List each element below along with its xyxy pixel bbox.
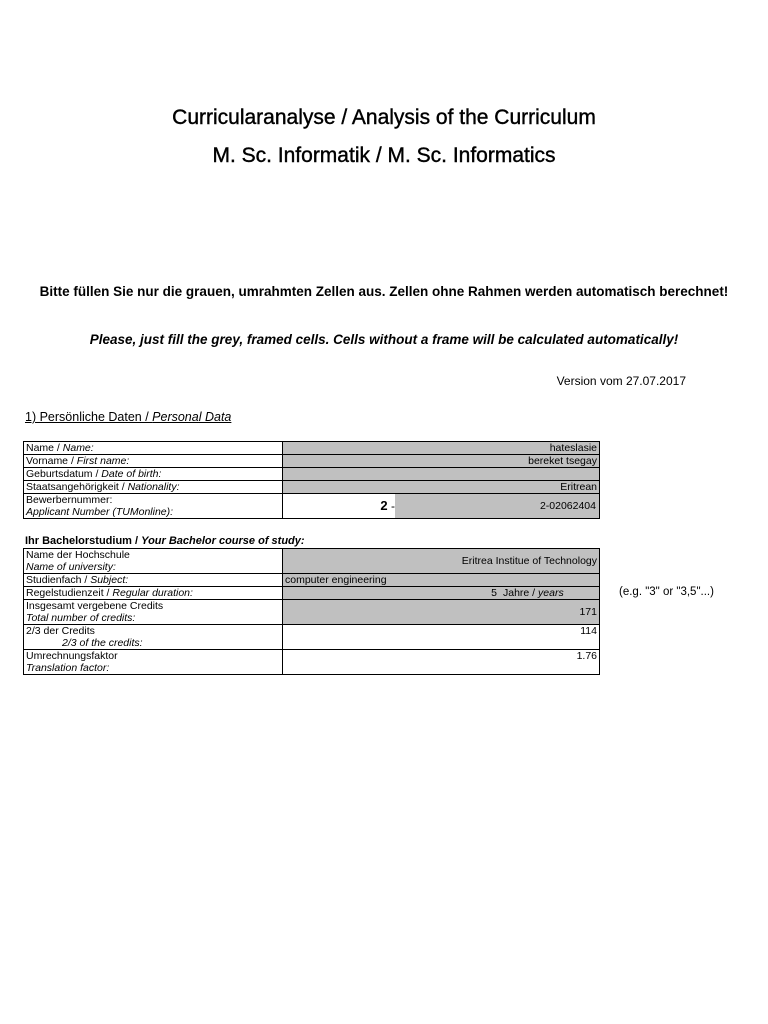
- prefix-value: 2: [380, 498, 388, 513]
- first-name-field[interactable]: bereket tsegay: [283, 455, 600, 468]
- label-en: First name:: [76, 455, 130, 467]
- subject-label: [24, 574, 283, 587]
- table-row: [24, 481, 600, 494]
- section-heading-de: Ihr Bachelorstudium /: [25, 535, 142, 547]
- translation-factor-label: [24, 650, 283, 675]
- label-en: Nationality:: [127, 481, 180, 493]
- first-name-label: [24, 455, 283, 468]
- label-de: Regelstudienzeit /: [26, 587, 113, 599]
- table-row: [24, 587, 600, 600]
- table-row: [24, 442, 600, 455]
- translation-factor-value: 1.76: [283, 650, 600, 675]
- university-field[interactable]: Eritrea Institue of Technology: [283, 549, 600, 574]
- prefix-separator: -: [387, 499, 395, 513]
- instructions-english: Please, just fill the grey, framed cells. Cells without a frame will be calculated automatically!: [89, 332, 679, 347]
- unit-de: Jahre /: [503, 587, 539, 599]
- label-de: Staatsangehörigkeit /: [26, 481, 128, 493]
- table-row: [24, 574, 600, 587]
- duration-format-hint: (e.g. "3" or "3,5"...): [619, 586, 714, 598]
- label-en: Date of birth:: [101, 468, 162, 480]
- table-row: [24, 494, 600, 519]
- label-de: Geburtsdatum /: [26, 468, 102, 480]
- section-heading-de: 1) Persönliche Daten /: [25, 410, 153, 424]
- date-of-birth-field[interactable]: [283, 468, 600, 481]
- label-en: Subject:: [90, 574, 129, 586]
- subject-field[interactable]: computer engineering: [283, 574, 600, 587]
- unit-en: years: [538, 587, 564, 599]
- duration-unit: [499, 587, 599, 599]
- duration-field[interactable]: 5: [283, 587, 499, 599]
- label-en: Total number of credits:: [26, 612, 136, 624]
- table-row: [24, 455, 600, 468]
- label-de: Umrechnungsfaktor: [26, 650, 118, 662]
- credits-field[interactable]: 171: [283, 600, 600, 625]
- applicant-number-field[interactable]: 2-02062404: [395, 494, 599, 518]
- personal-data-table: [23, 441, 600, 519]
- label-de: Vorname /: [26, 455, 77, 467]
- label-de: Bewerbernummer:: [26, 494, 113, 506]
- nationality-label: [24, 481, 283, 494]
- two-thirds-credits-label: [24, 625, 283, 650]
- two-thirds-credits-value: 114: [283, 625, 600, 650]
- version-label: Version vom 27.07.2017: [556, 374, 686, 388]
- bachelor-study-table: [23, 548, 600, 675]
- university-label: [24, 549, 283, 574]
- name-label: [24, 442, 283, 455]
- applicant-number-prefix: [283, 494, 395, 518]
- date-of-birth-label: [24, 468, 283, 481]
- instructions-german: Bitte füllen Sie nur die grauen, umrahmten Zellen aus. Zellen ohne Rahmen werden automatisch berechnet!: [39, 284, 729, 299]
- applicant-number-cell: [283, 494, 600, 519]
- table-row: [24, 625, 600, 650]
- section-personal-data-heading: [25, 410, 231, 424]
- label-en: Name:: [62, 442, 94, 454]
- label-en: Regular duration:: [112, 587, 193, 599]
- duration-label: [24, 587, 283, 600]
- section-heading-en: Personal Data: [152, 410, 232, 424]
- label-de: Insgesamt vergebene Credits: [26, 600, 164, 612]
- label-de: Name der Hochschule: [26, 549, 130, 561]
- label-de: Name /: [26, 442, 63, 454]
- nationality-field[interactable]: Eritrean: [283, 481, 600, 494]
- label-en: 2/3 of the credits:: [62, 637, 143, 649]
- table-row: [24, 650, 600, 675]
- table-row: [24, 468, 600, 481]
- label-en: Name of university:: [26, 561, 116, 573]
- name-field[interactable]: hateslasie: [283, 442, 600, 455]
- document-subtitle: M. Sc. Informatik / M. Sc. Informatics: [212, 144, 556, 167]
- credits-label: [24, 600, 283, 625]
- table-row: [24, 600, 600, 625]
- label-en: Translation factor:: [26, 662, 110, 674]
- label-en: Applicant Number (TUMonline):: [26, 506, 174, 518]
- section-heading-en: Your Bachelor course of study:: [141, 535, 305, 547]
- table-row: [24, 549, 600, 574]
- label-de: Studienfach /: [26, 574, 91, 586]
- duration-cell: [283, 587, 600, 600]
- document-title: Curricularanalyse / Analysis of the Curriculum: [172, 106, 596, 129]
- section-bachelor-heading: [25, 535, 305, 547]
- label-de: 2/3 der Credits: [26, 625, 95, 637]
- applicant-number-label: [24, 494, 283, 519]
